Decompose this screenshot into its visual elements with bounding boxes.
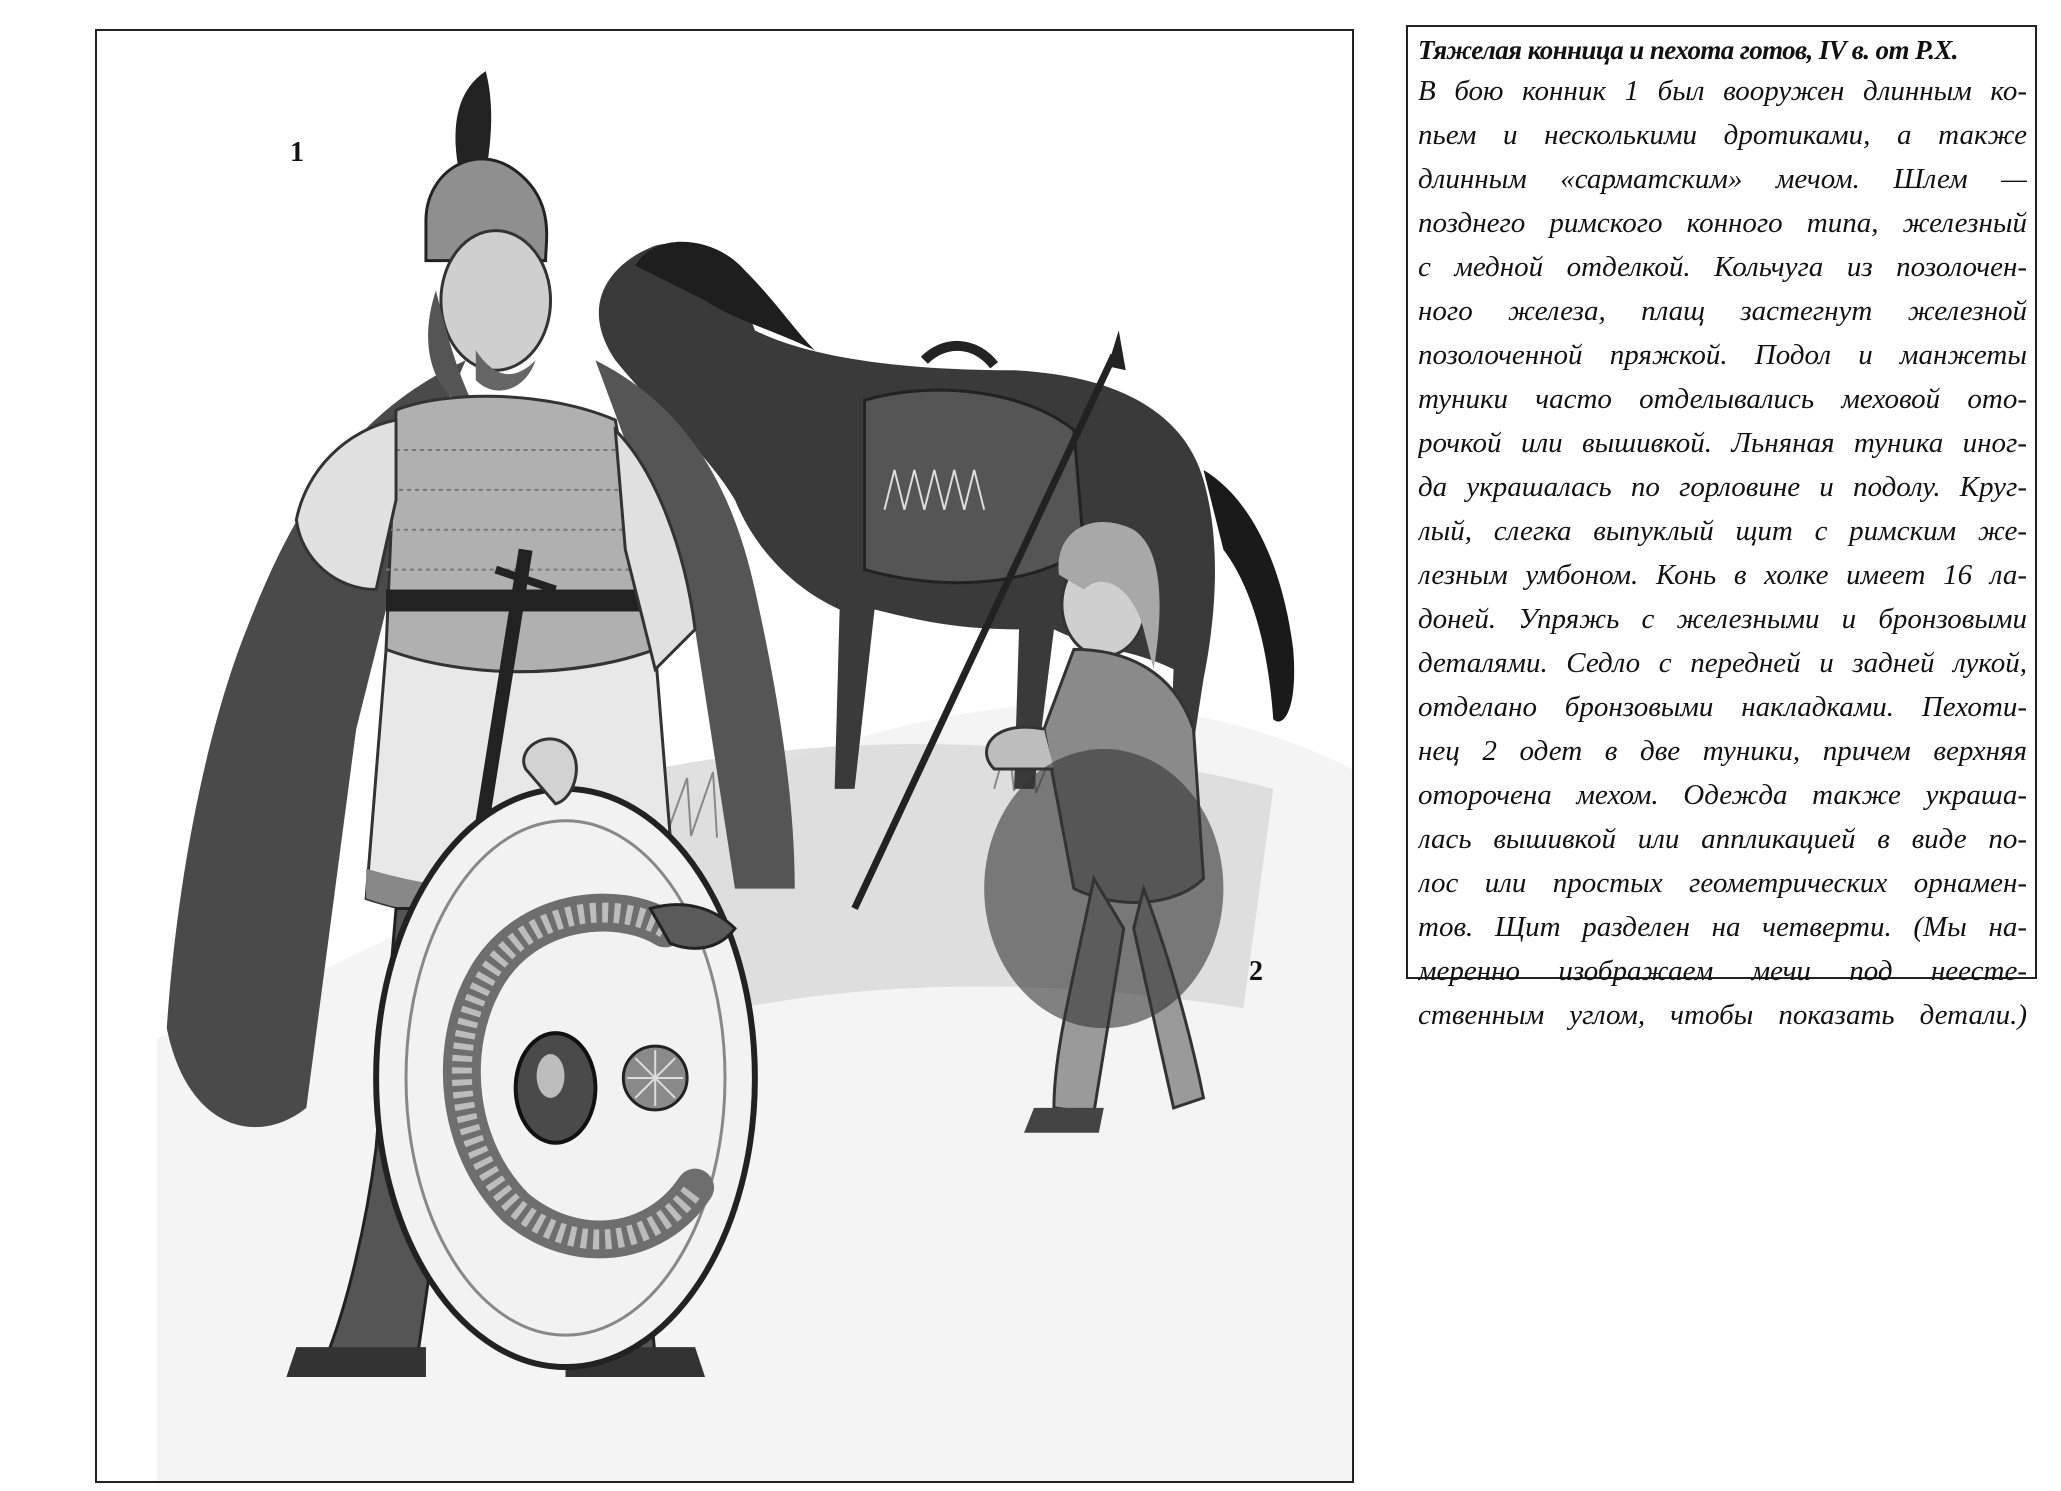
caption-line: с медной отделкой. Кольчуга из позолочен- (1418, 251, 2027, 283)
illustration-drawing (97, 31, 1352, 1481)
caption-line: отделано бронзовыми накладками. Пехоти- (1418, 691, 2027, 723)
caption-line: пьем и несколькими дротиками, а также (1418, 119, 2027, 151)
caption-line: В бою конник 1 был вооружен длинным ко- (1418, 75, 2027, 107)
caption-line: лос или простых геометрических орнамен- (1418, 867, 2027, 899)
caption-line: позднего римского конного типа, железный (1418, 207, 2027, 239)
figure-label-1: 1 (290, 137, 304, 168)
caption-line: оторочена мехом. Одежда также украша- (1418, 779, 2027, 811)
caption-line: рочкой или вышивкой. Льняная туника иног- (1418, 427, 2027, 459)
caption-line: меренно изображаем мечи под неесте- (1418, 955, 2027, 987)
caption-body (1418, 69, 2027, 1037)
caption-line: ственным углом, чтобы показать детали.) (1418, 999, 2027, 1031)
caption-title: Тяжелая конница и пехота готов, IV в. от Р.Х. (1418, 35, 1958, 65)
caption-line: деталями. Седло с передней и задней лукой, (1418, 647, 2027, 679)
caption-line: лась вышивкой или аппликацией в виде по- (1418, 823, 2027, 855)
caption-box (1406, 25, 2037, 1031)
caption-line: позолоченной пряжкой. Подол и манжеты (1418, 339, 2027, 371)
caption-line: ного железа, плащ застегнут железной (1418, 295, 2027, 327)
caption-line: лезным умбоном. Конь в холке имеет 16 ла- (1418, 559, 2027, 591)
spear-tip (1108, 330, 1126, 370)
caption-line: тов. Щит разделен на четверти. (Мы на- (1418, 911, 2027, 943)
caption-line: да украшалась по горловине и подолу. Круг- (1418, 471, 2027, 503)
caption-line: длинным «сарматским» мечом. Шлем — (1418, 163, 2027, 195)
caption-line: нец 2 одет в две туники, причем верхняя (1418, 735, 2027, 767)
caption-line: лый, слегка выпуклый щит с римским же- (1418, 515, 2027, 547)
caption-line: доней. Упряжь с железными и бронзовыми (1418, 603, 2027, 635)
illustration-plate (95, 29, 1354, 1483)
caption-line: туники часто отделывались меховой ото- (1418, 383, 2027, 415)
figure-label-2: 2 (1249, 956, 1263, 987)
